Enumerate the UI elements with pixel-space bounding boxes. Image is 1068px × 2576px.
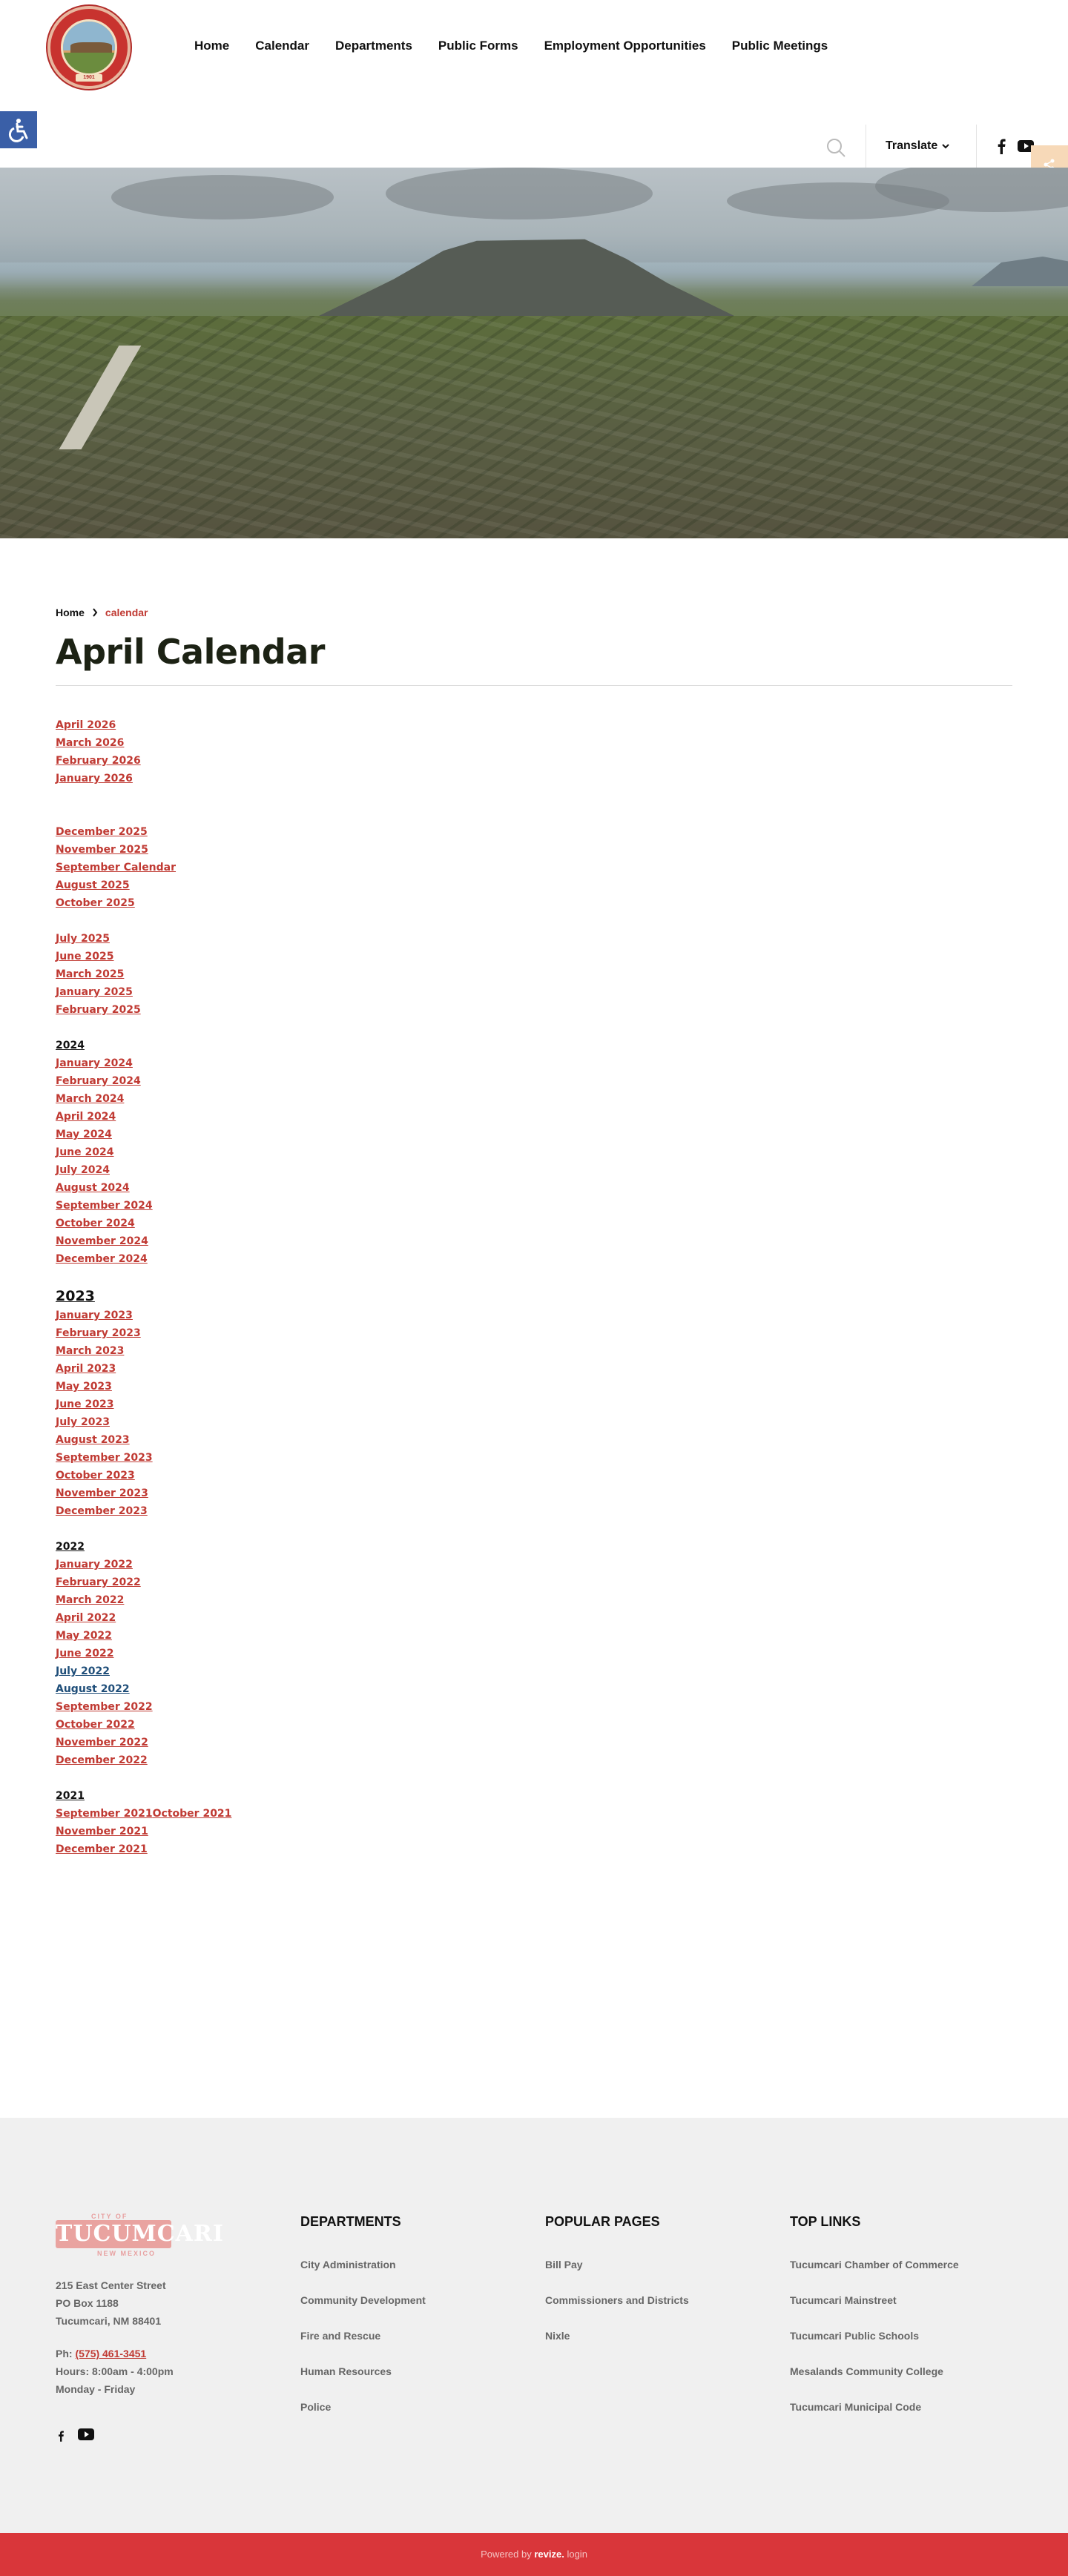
month-link[interactable]: May 2022	[56, 1630, 112, 1642]
month-link[interactable]: July 2022	[56, 1665, 110, 1677]
nav-calendar[interactable]: Calendar	[255, 39, 309, 53]
month-link[interactable]: November 2023	[56, 1487, 148, 1499]
month-link[interactable]: September 2021	[56, 1808, 153, 1820]
address-line: PO Box 1188	[56, 2297, 119, 2309]
month-link[interactable]: April 2023	[56, 1363, 116, 1375]
facebook-icon[interactable]	[994, 138, 1009, 154]
footer-link[interactable]: Community Development	[300, 2294, 426, 2306]
footer-link[interactable]: Nixle	[545, 2330, 570, 2342]
search-icon[interactable]	[825, 136, 847, 159]
phone-link[interactable]: (575) 461-3451	[75, 2348, 147, 2359]
month-link[interactable]: February 2024	[56, 1075, 141, 1087]
month-link[interactable]: December 2025	[56, 826, 148, 838]
breadcrumb-current: calendar	[105, 607, 148, 618]
month-link[interactable]: November 2022	[56, 1737, 148, 1748]
footer-link[interactable]: Fire and Rescue	[300, 2330, 381, 2342]
footer-col-title: POPULAR PAGES	[545, 2214, 660, 2229]
footer-col-title: TOP LINKS	[790, 2214, 861, 2229]
month-link[interactable]: January 2024	[56, 1057, 133, 1069]
month-link[interactable]: February 2025	[56, 1004, 141, 1016]
translate-label: Translate	[886, 139, 938, 152]
month-link[interactable]: June 2025	[56, 951, 114, 962]
footer-link[interactable]: Commissioners and Districts	[545, 2294, 689, 2306]
month-link[interactable]: March 2022	[56, 1594, 125, 1606]
footer-link[interactable]: Human Resources	[300, 2365, 392, 2377]
month-link[interactable]: July 2024	[56, 1164, 110, 1176]
wheelchair-icon	[5, 116, 32, 143]
nav-public-forms[interactable]: Public Forms	[438, 39, 518, 53]
footer-link[interactable]: Bill Pay	[545, 2259, 583, 2270]
month-link[interactable]: July 2025	[56, 933, 110, 945]
nav-public-meetings[interactable]: Public Meetings	[731, 39, 828, 53]
month-link[interactable]: March 2024	[56, 1093, 125, 1105]
chevron-down-icon	[942, 143, 949, 149]
footer-link[interactable]: Tucumcari Municipal Code	[790, 2401, 922, 2413]
month-link[interactable]: November 2024	[56, 1235, 148, 1247]
title-divider	[56, 685, 1012, 686]
month-link[interactable]: April 2026	[56, 719, 116, 731]
month-link[interactable]: October 2025	[56, 897, 135, 909]
month-link[interactable]: January 2022	[56, 1559, 133, 1571]
year-heading-2023: 2023	[56, 1288, 95, 1304]
translate-dropdown[interactable]	[886, 139, 949, 153]
powered-by-bar	[0, 2533, 1068, 2576]
chevron-right-icon	[92, 608, 98, 617]
footer-col-popular	[545, 2214, 689, 2365]
footer-logo[interactable]	[56, 2213, 224, 2257]
month-link[interactable]: November 2021	[56, 1826, 148, 1837]
month-link[interactable]: October 2022	[56, 1719, 135, 1731]
hero-banner-image	[0, 168, 1068, 538]
month-link[interactable]: March 2025	[56, 968, 125, 980]
month-link[interactable]: June 2023	[56, 1398, 114, 1410]
nav-home[interactable]: Home	[194, 39, 230, 53]
footer-link[interactable]: Tucumcari Public Schools	[790, 2330, 920, 2342]
month-link[interactable]: April 2022	[56, 1612, 116, 1624]
office-hours: Hours: 8:00am - 4:00pm	[56, 2365, 174, 2377]
month-link[interactable]: May 2024	[56, 1129, 112, 1140]
footer-col-top-links	[790, 2214, 959, 2436]
facebook-icon[interactable]	[56, 2428, 66, 2444]
month-link[interactable]: September 2023	[56, 1452, 153, 1464]
month-link[interactable]: December 2023	[56, 1505, 148, 1517]
seal-year: 1901	[76, 74, 102, 82]
month-link-row	[56, 1805, 231, 1823]
footer-link[interactable]: Tucumcari Chamber of Commerce	[790, 2259, 959, 2270]
month-link[interactable]: October 2021	[152, 1808, 232, 1820]
footer-col-title: DEPARTMENTS	[300, 2214, 401, 2229]
month-link[interactable]: August 2023	[56, 1434, 130, 1446]
page-title: April Calendar	[56, 632, 325, 672]
footer-contact	[56, 2345, 174, 2398]
month-link[interactable]: February 2026	[56, 755, 141, 767]
month-link[interactable]: March 2023	[56, 1345, 125, 1357]
revize-link[interactable]: revize.	[534, 2549, 564, 2560]
month-link[interactable]: January 2026	[56, 773, 133, 785]
month-link[interactable]: November 2025	[56, 844, 148, 856]
month-link[interactable]: April 2024	[56, 1111, 116, 1123]
month-link[interactable]: February 2022	[56, 1576, 141, 1588]
month-link[interactable]: September 2024	[56, 1200, 153, 1212]
footer-logo-bottom: NEW MEXICO	[97, 2250, 156, 2257]
month-link[interactable]: December 2022	[56, 1754, 148, 1766]
year-heading-2022: 2022	[56, 1541, 85, 1553]
main-nav	[194, 39, 854, 53]
town-aerial	[0, 316, 1068, 538]
breadcrumb	[56, 607, 1012, 618]
footer-logo-top: CITY OF	[91, 2213, 128, 2220]
month-link[interactable]: July 2023	[56, 1416, 110, 1428]
month-link[interactable]: August 2025	[56, 879, 130, 891]
calendar-month-list	[56, 716, 231, 1858]
accessibility-button[interactable]	[0, 111, 37, 148]
main-content	[56, 607, 1012, 686]
footer-social	[56, 2428, 94, 2444]
month-link[interactable]: December 2021	[56, 1843, 148, 1855]
month-link[interactable]: December 2024	[56, 1253, 148, 1265]
office-days: Monday - Friday	[56, 2383, 136, 2395]
month-link[interactable]: August 2024	[56, 1182, 130, 1194]
phone-label: Ph:	[56, 2348, 73, 2359]
year-heading-2021: 2021	[56, 1790, 85, 1802]
month-link[interactable]: June 2022	[56, 1648, 114, 1659]
site-footer	[0, 2118, 1068, 2533]
footer-logo-word: TUCUMCARI	[56, 2221, 224, 2247]
address-line: 215 East Center Street	[56, 2279, 166, 2291]
month-link[interactable]: January 2023	[56, 1310, 133, 1321]
month-link[interactable]: October 2023	[56, 1470, 135, 1482]
month-link[interactable]: March 2026	[56, 737, 125, 749]
header-divider	[976, 125, 977, 168]
seal-landscape	[61, 19, 117, 76]
month-link[interactable]: February 2023	[56, 1327, 141, 1339]
login-link[interactable]: login	[567, 2549, 587, 2560]
footer-link[interactable]: Police	[300, 2401, 332, 2413]
month-link[interactable]: September Calendar	[56, 862, 177, 873]
nav-employment[interactable]: Employment Opportunities	[544, 39, 706, 53]
footer-link[interactable]: Tucumcari Mainstreet	[790, 2294, 897, 2306]
month-link[interactable]: January 2025	[56, 986, 133, 998]
month-link[interactable]: October 2024	[56, 1218, 135, 1229]
footer-address	[56, 2276, 166, 2330]
city-seal-logo[interactable]	[47, 6, 131, 89]
footer-link[interactable]: Mesalands Community College	[790, 2365, 943, 2377]
year-heading-2024: 2024	[56, 1040, 85, 1051]
month-link[interactable]: August 2022	[56, 1683, 130, 1695]
powered-by-text: Powered by	[481, 2549, 532, 2560]
breadcrumb-home[interactable]: Home	[56, 607, 85, 618]
nav-departments[interactable]: Departments	[334, 39, 412, 53]
month-link[interactable]: September 2022	[56, 1701, 153, 1713]
month-link[interactable]: June 2024	[56, 1146, 114, 1158]
site-header	[0, 0, 1068, 168]
footer-col-departments	[300, 2214, 426, 2436]
footer-link[interactable]: City Administration	[300, 2259, 396, 2270]
month-link[interactable]: May 2023	[56, 1381, 112, 1393]
youtube-icon[interactable]	[78, 2428, 94, 2441]
address-line: Tucumcari, NM 88401	[56, 2315, 162, 2327]
